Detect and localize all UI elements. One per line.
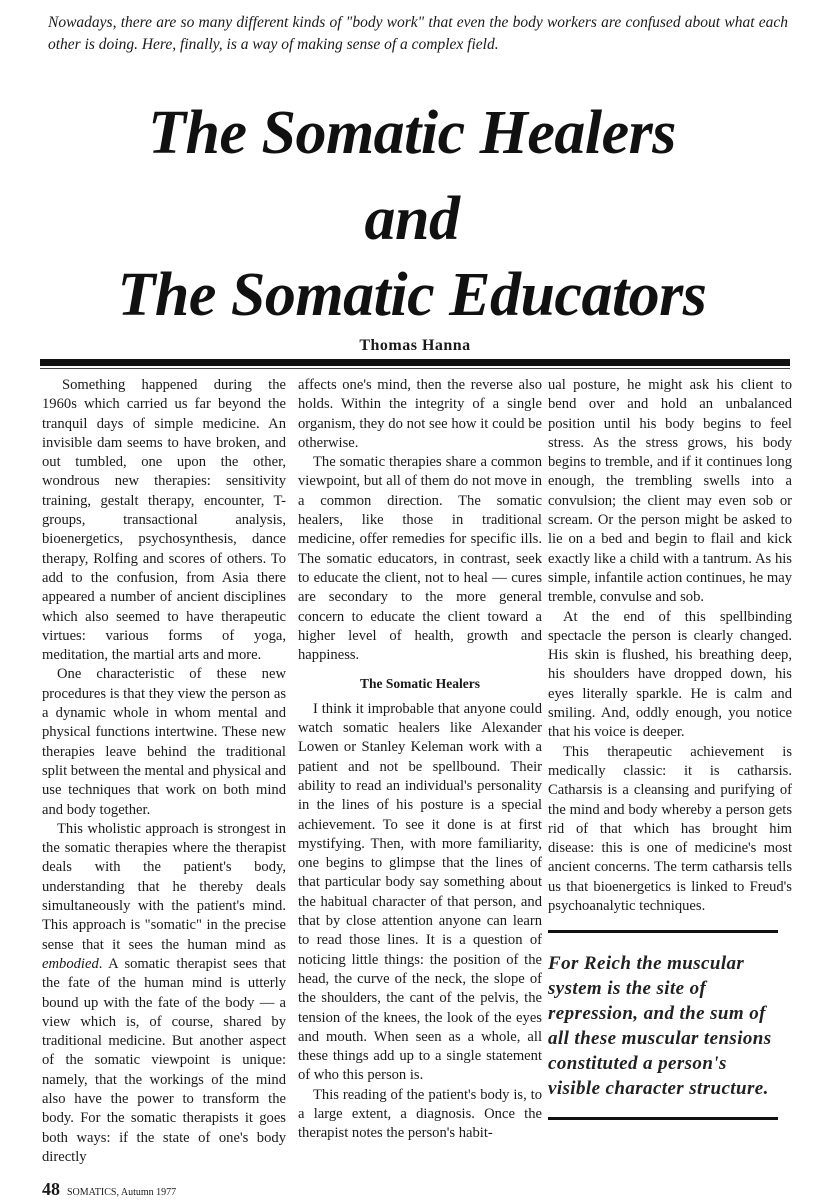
text-run: This wholistic approach is strongest in the somatic therapies where the therapist deals with the patient's body, understanding that he thereby deals simultaneously with the patient's mind. This approach is "somatic" in the precise sense that it sees the human mind as	[42, 820, 286, 953]
magazine-issue: SOMATICS, Autumn 1977	[67, 1187, 177, 1199]
paragraph: I think it improbable that anyone could watch somatic healers like Alexander Lowen or Stanley Keleman work with a patient and not be spellbound. Their ability to read an individual's personality in the lines of his posture is a special achievement. To see it done is at first mystifying. Then, with more familiarity, one begins to glimpse that the lines of that particular body say something about the habitual character of that person, and that by close attention anyone can learn to read those lines. It is a question of noticing little things: the position of the head, the curve of the neck, the slope of the shoulders, the cant of the pelvis, the tension of the knees, the look of the eyes and mouth. When seen as a whole, all these things add up to a single statement of who this person is.	[298, 700, 542, 1084]
paragraph: One characteristic of these new procedures is that they view the person as a dynamic whole in whom mental and physical functions intertwine. These new therapies leave behind the traditional split between the mental and physical and use techniques that work on both mind and body together.	[42, 666, 286, 818]
title-line-1: The Somatic Healers	[148, 99, 676, 167]
column-2	[298, 376, 542, 1144]
paragraph: The somatic therapies share a common viewpoint, but all of them do not move in a common direction. The somatic healers, like those in traditional medicine, offer remedies for specific ills. The somatic educators, in contrast, seek to educate the client, not to heal — cures are secondary to the more general concern to educate the client toward a higher level of health, growth and happiness.	[298, 454, 542, 664]
page-number: 48	[42, 1179, 60, 1200]
header-rule-thin	[40, 368, 790, 369]
paragraph: This therapeutic achievement is medically classic: it is catharsis. Catharsis is a cleansing and purifying of the mind and body whereby a person gets rid of that which has brought him disease: this is one of medicine's most ancient concerns. The term catharsis tells us that bioenergetics is linked to Freud's psychoanalytic techniques.	[548, 743, 792, 915]
title-line-3: The Somatic Educators	[117, 261, 707, 329]
column-1	[42, 376, 286, 1203]
page-footer	[42, 1179, 286, 1203]
pull-quote	[548, 930, 778, 1120]
column-3	[548, 376, 792, 1120]
pull-quote-text: For Reich the muscular system is the site of repression, and the sum of all these muscular tensions constituted a person's visible character structure.	[548, 953, 772, 1100]
paragraph: At the end of this spellbinding spectacle the person is clearly changed. His skin is flushed, his breathing deep, his shoulders have dropped down, his eyes literally sparkle. He is calm and smiling. And, oddly enough, you notice that his voice is deeper.	[548, 608, 792, 741]
author-byline: Thomas Hanna	[359, 337, 471, 354]
emphasis: embodied	[42, 955, 99, 972]
paragraph	[42, 820, 286, 1167]
title-line-2: and	[364, 185, 460, 253]
intro-deck: Nowadays, there are so many different kinds of "body work" that even the body workers are confused about what each other is doing. Here, finally, is a way of making sense of a complex field.	[48, 14, 788, 53]
section-heading: The Somatic Healers	[360, 676, 480, 692]
paragraph: ual posture, he might ask his client to bend over and hold an unbalanced position until his body begins to feel stress. As the stress grows, his body begins to tremble, and if it continues long enough, the trembling swells into a convulsion; the client may even sob or scream. Or the person might be asked to lie on a bed and begin to flail and kick exactly like a child with a tantrum. As his simple, infantile action continues, he may tremble, convulse and sob.	[548, 377, 792, 606]
paragraph: affects one's mind, then the reverse also holds. Within the integrity of a single organism, they do not see how it could be otherwise.	[298, 377, 542, 451]
header-rule	[40, 359, 790, 366]
text-run: . A somatic therapist sees that the fate of the human mind is utterly bound up with the fate of the body — a view which is, of course, shared by traditional medicine. But another aspect of the somatic viewpoint is unique: namely, that the workings of the mind also have the power to transform the body. For the somatic therapists it goes both ways: if the state of one's body directly	[42, 955, 286, 1165]
paragraph: Something happened during the 1960s which carried us far beyond the tranquil days of simple medicine. An invisible dam seems to have broken, and out tumbled, one upon the other, wondrous new therapies: sensitivity training, gestalt therapy, encounter, T-groups, transactional analysis, bioenergetics, psychosynthesis, dance therapy, Rolfing and scores of others. To add to the confusion, from Asia there appeared a number of ancient disciplines which also seemed to have therapeutic virtues: various forms of yoga, meditation, the martial arts and more.	[42, 377, 286, 664]
paragraph: This reading of the patient's body is, to a large extent, a diagnosis. Once the therapist notes the person's habit-	[298, 1086, 542, 1142]
